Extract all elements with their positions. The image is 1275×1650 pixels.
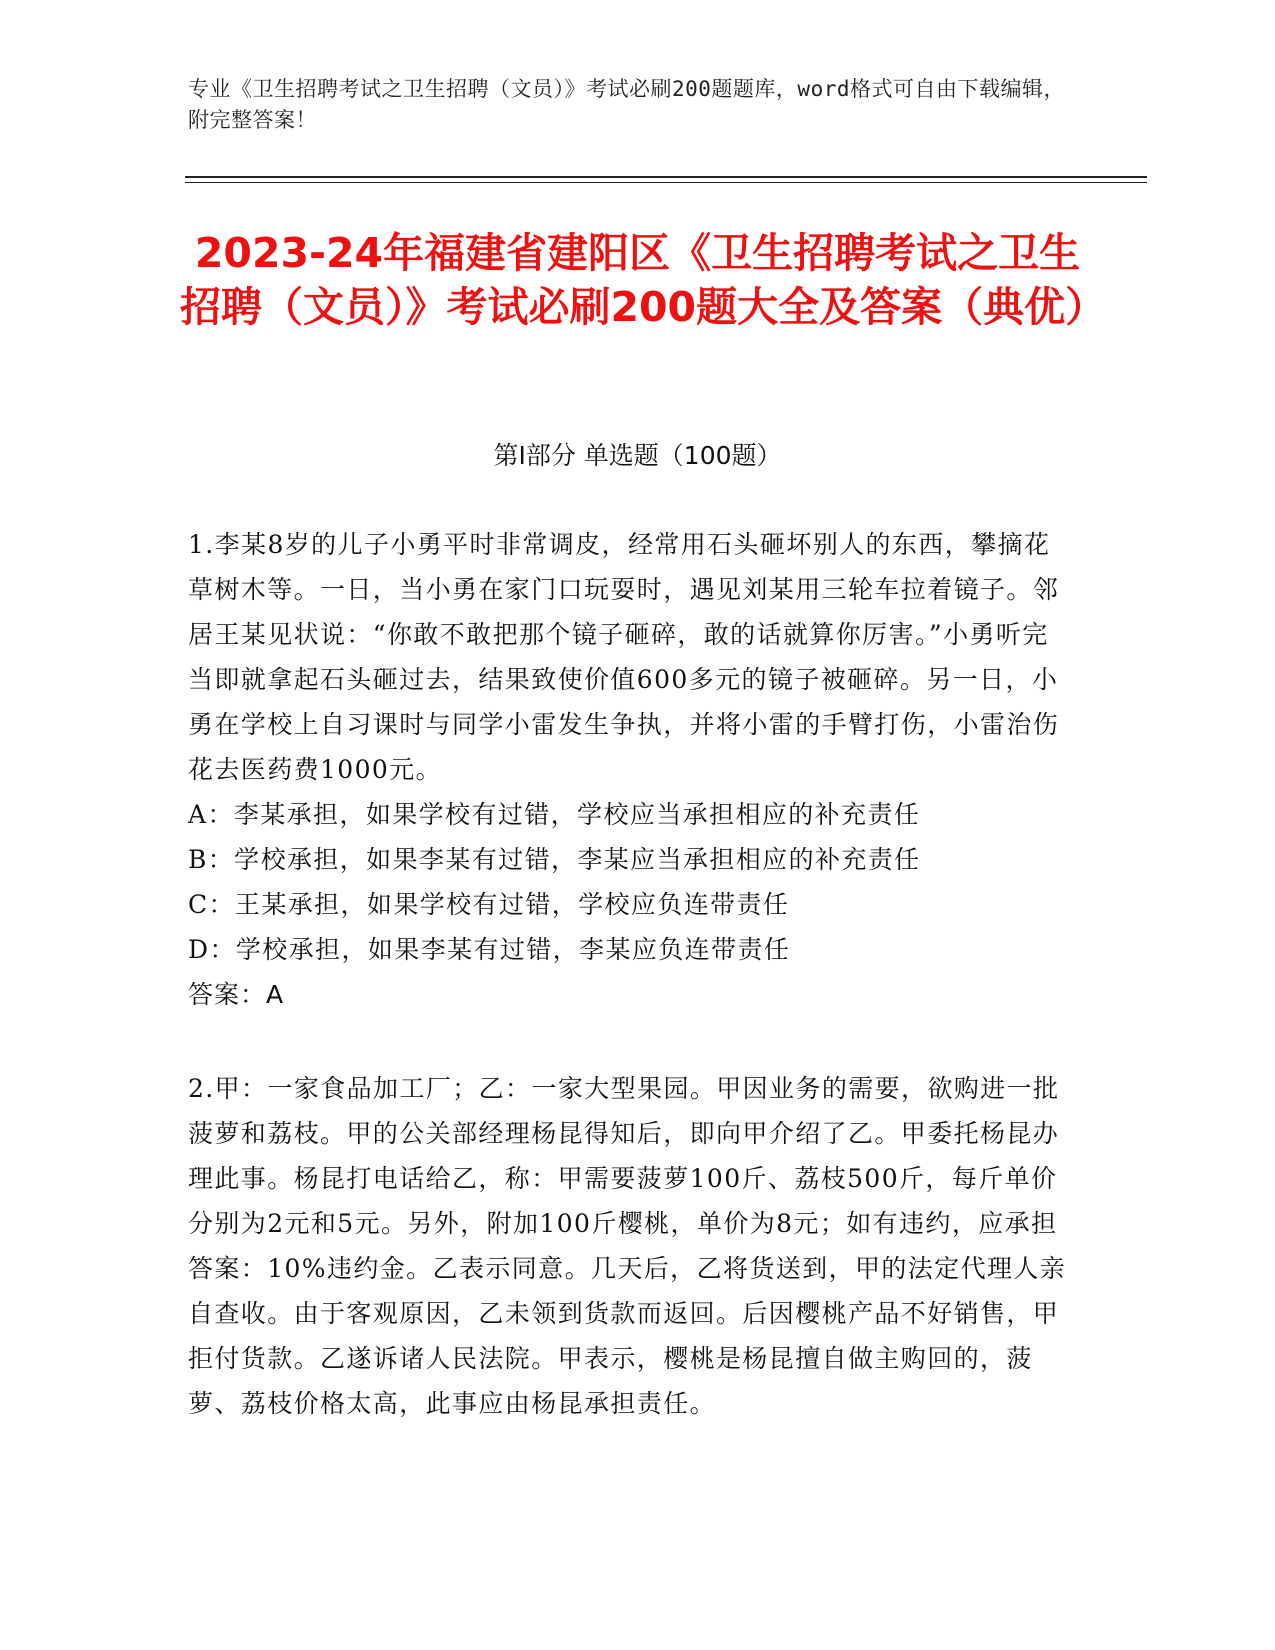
question-block-2 xyxy=(188,1066,1068,1426)
document-title: 2023-24年福建省建阳区《卫生招聘考试之卫生招聘（文员）》考试必刷200题大全及答案（典优） xyxy=(180,229,1107,331)
option-c: C：王某承担，如果学校有过错，学校应负连带责任 xyxy=(188,890,790,919)
question-text: 1.李某8岁的儿子小勇平时非常调皮，经常用石头砸坏别人的东西，攀摘花草树木等。一日，当小勇在家门口玩耍时，遇见刘某用三轮车拉着镜子。邻居王某见状说：“你敢不敢把那个镜子砸碎，敢的话就算你厉害。”小勇听完当即就拿起石头砸过去，结果致使价值600多元的镜子被砸碎。另一日，小勇在学校上自习课时与同学小雷发生争执，并将小雷的手臂打伤，小雷治伤花去医药费1000元。 xyxy=(188,530,1060,784)
question-text: 2.甲：一家食品加工厂；乙：一家大型果园。甲因业务的需要，欲购进一批菠萝和荔枝。甲的公关部经理杨昆得知后，即向甲介绍了乙。甲委托杨昆办理此事。杨昆打电话给乙，称：甲需要菠萝100斤、荔枝500斤，每斤单价分别为2元和5元。另外，附加100斤樱桃，单价为8元；如有违约，应承担答案：10%违约金。乙表示同意。几天后，乙将货送到，甲的法定代理人亲自查收。由于客观原因，乙未领到货款而返回。后因樱桃产品不好销售，甲拒付货款。乙遂诉诸人民法院。甲表示，樱桃是杨昆擅自做主购回的，菠萝、荔枝价格太高，此事应由杨昆承担责任。 xyxy=(188,1074,1067,1418)
header-divider-thin xyxy=(185,182,1147,183)
header-divider-thick xyxy=(185,176,1147,178)
option-b: B：学校承担，如果李某有过错，李某应当承担相应的补充责任 xyxy=(188,845,921,874)
answer-label: 答案：A xyxy=(188,980,285,1009)
option-a: A：李某承担，如果学校有过错，学校应当承担相应的补充责任 xyxy=(188,800,921,829)
option-d: D：学校承担，如果李某有过错，李某应负连带责任 xyxy=(188,935,791,964)
header-note: 专业《卫生招聘考试之卫生招聘（文员）》考试必刷200题题库，word格式可自由下载编辑，附完整答案！ xyxy=(188,77,1065,132)
section-heading: 第Ⅰ部分 单选题（100题） xyxy=(493,441,782,470)
question-block-1 xyxy=(188,522,1068,1017)
